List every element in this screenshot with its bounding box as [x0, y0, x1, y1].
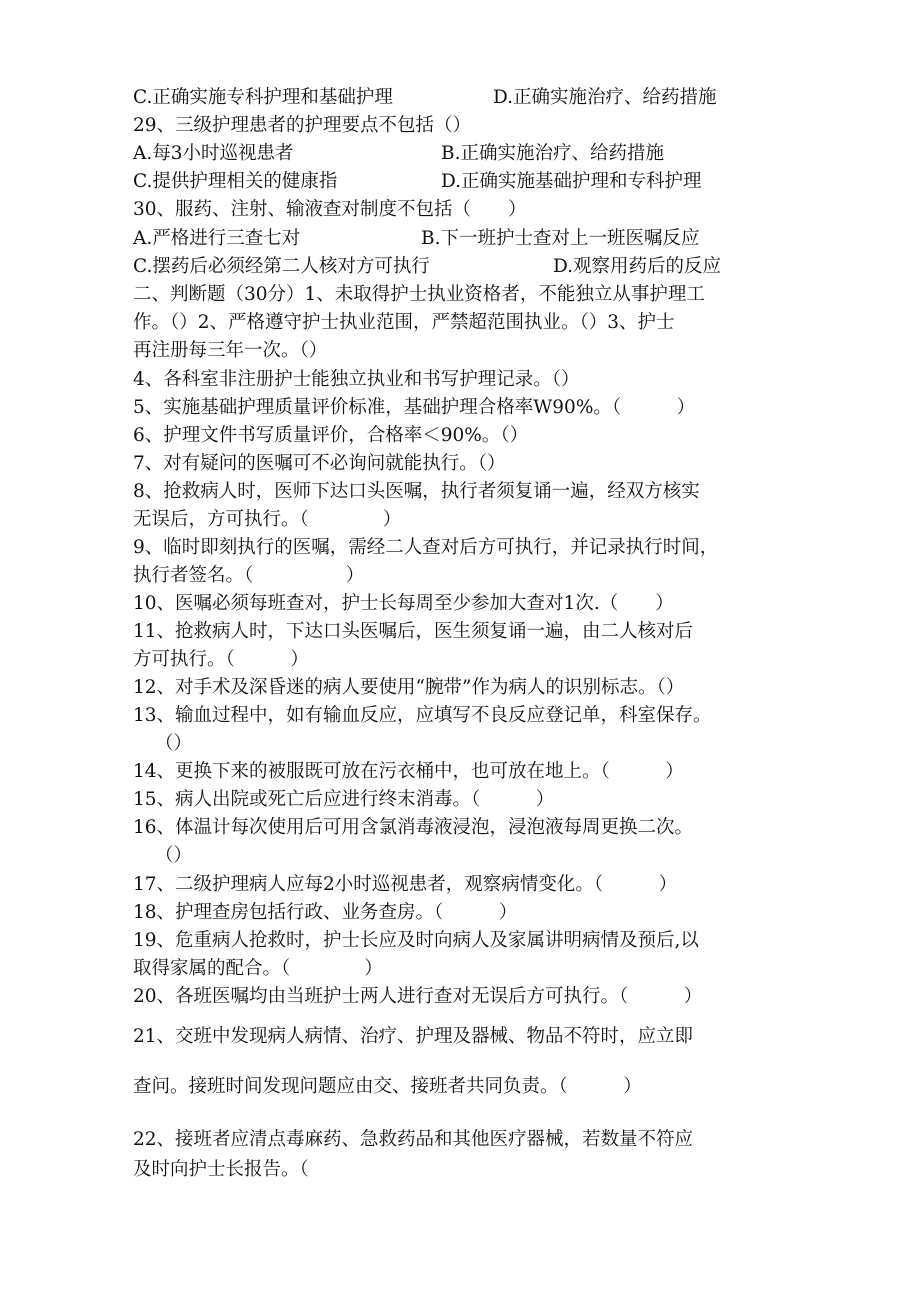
- item-line: 执行者签名。（ ）: [133, 565, 365, 586]
- item-line: 16、体温计每次使用后可用含氯消毒液浸泡，浸泡液每周更换二次。: [133, 817, 694, 838]
- q21-line2: 查问。接班时间发现问题应由交、接班者共同负责。（ ）: [133, 1076, 642, 1097]
- item-line: 14、更换下来的被服既可放在污衣桶中，也可放在地上。（ ）: [133, 761, 684, 782]
- item-line: 20、各班医嘱均由当班护士两人进行查对无误后方可执行。（ ）: [133, 986, 703, 1007]
- q28-option-d: D.正确实施治疗、给药措施: [493, 87, 717, 108]
- item-line: 8、抢救病人时，医师下达口头医嘱，执行者须复诵一遍，经双方核实: [133, 481, 700, 502]
- item-line: 取得家属的配合。（ ）: [133, 958, 383, 979]
- q30-stem: 30、服药、注射、输液查对制度不包括（ ）: [133, 199, 527, 220]
- item-line: 17、二级护理病人应每2小时巡视患者，观察病情变化。（ ）: [133, 874, 678, 895]
- item-line: 12、对手术及深昏迷的病人要使用“腕带”作为病人的识别标志。（）: [133, 677, 685, 698]
- item-line: （）: [155, 733, 193, 754]
- q29-option-d: D.正确实施基础护理和专科护理: [441, 171, 702, 192]
- item-line: 4、各科室非注册护士能独立执业和书写护理记录。（）: [133, 369, 580, 390]
- item-line: 10、医嘱必须每班查对，护士长每周至少参加大查对1次.（ ）: [133, 593, 674, 614]
- q22-line2: 及时向护士长报告。（: [133, 1159, 309, 1180]
- section2-line1: 二、判断题（30分）1、未取得护士执业资格者，不能独立从事护理工: [133, 284, 705, 305]
- q29-option-c: C.提供护理相关的健康指: [133, 171, 338, 192]
- item-line: 9、临时即刻执行的医嘱，需经二人查对后方可执行，并记录执行时间，: [133, 537, 719, 558]
- q30-option-c: C.摆药后必须经第二人核对方可执行: [133, 256, 430, 277]
- q29-option-b: B.正确实施治疗、给药措施: [441, 143, 664, 164]
- q29-option-a: A.每3小时巡视患者: [133, 143, 294, 164]
- item-line: 方可执行。（ ）: [133, 649, 309, 670]
- q30-option-d: D.观察用药后的反应: [553, 256, 722, 277]
- q28-option-c: C.正确实施专科护理和基础护理: [133, 87, 393, 108]
- item-line: 11、抢救病人时，下达口头医嘱后，医生须复诵一遍，由二人核对后: [133, 621, 694, 642]
- section2-line3: 再注册每三年一次。（）: [133, 340, 328, 361]
- item-line: 无误后，方可执行。（ ）: [133, 509, 402, 530]
- item-line: （）: [155, 845, 193, 866]
- item-line: 6、护理文件书写质量评价，合格率＜90%。（）: [133, 425, 529, 446]
- item-line: 19、危重病人抢救时，护士长应及时向病人及家属讲明病情及预后,以: [133, 930, 699, 951]
- q29-stem: 29、三级护理患者的护理要点不包括（）: [133, 115, 472, 136]
- q21-line1: 21、交班中发现病人病情、治疗、护理及器械、物品不符时，应立即: [133, 1026, 694, 1047]
- q22-line1: 22、接班者应清点毒麻药、急救药品和其他医疗器械，若数量不符应: [133, 1129, 694, 1150]
- item-line: 7、对有疑问的医嘱可不必询问就能执行。（）: [133, 453, 506, 474]
- section2-line2: 作。（）2、严格遵守护士执业范围，严禁超范围执业。（）3、护士: [133, 312, 675, 333]
- item-line: 18、护理查房包括行政、业务查房。（ ）: [133, 902, 518, 923]
- q30-option-b: B.下一班护士查对上一班医嘱反应: [421, 228, 700, 249]
- item-line: 5、实施基础护理质量评价标准，基础护理合格率W90%。（ ）: [133, 397, 696, 418]
- item-line: 13、输血过程中，如有输血反应，应填写不良反应登记单，科室保存。: [133, 705, 712, 726]
- item-line: 15、病人出院或死亡后应进行终末消毒。（ ）: [133, 789, 555, 810]
- q30-option-a: A.严格进行三查七对: [133, 228, 301, 249]
